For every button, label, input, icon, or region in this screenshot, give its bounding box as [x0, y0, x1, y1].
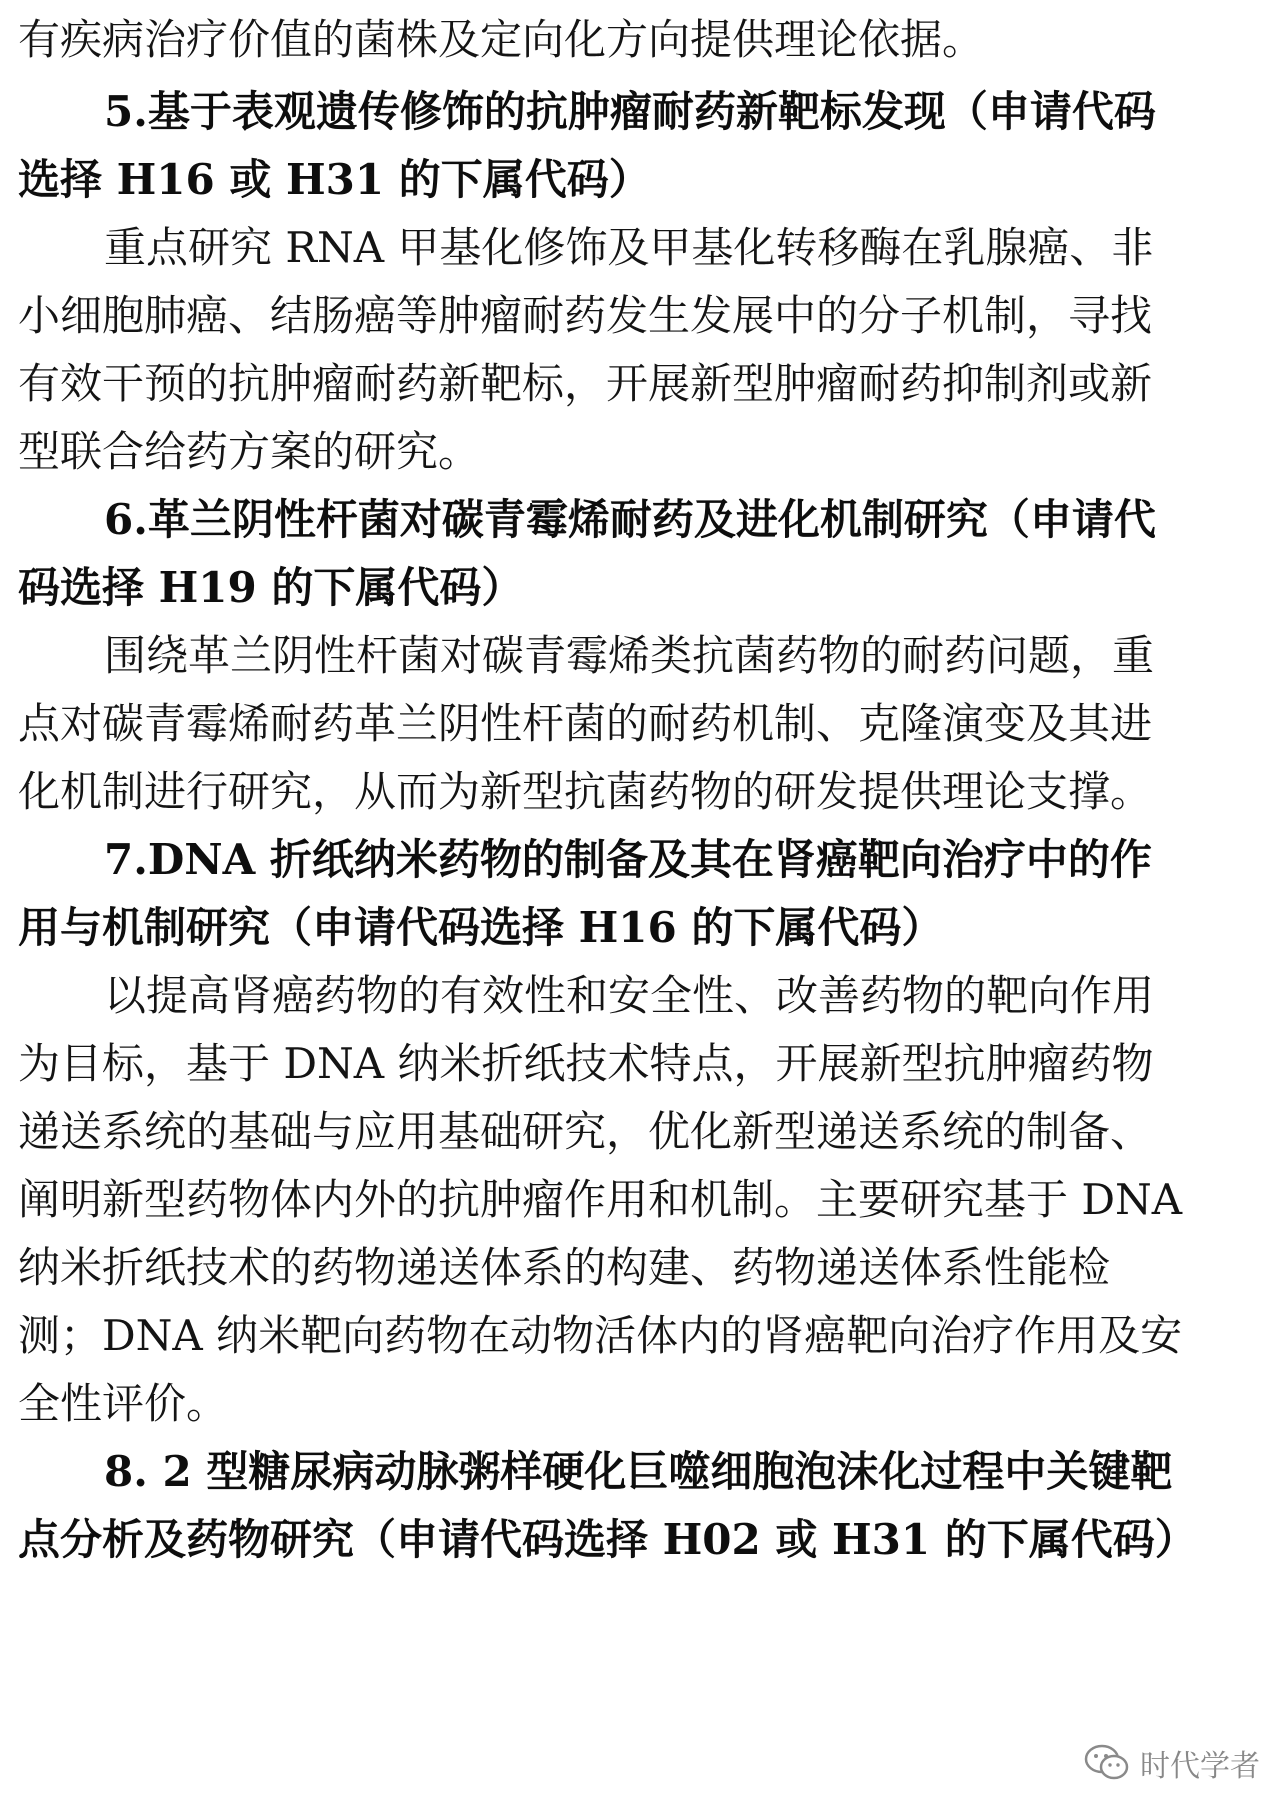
body-text-line: 化机制进行研究，从而为新型抗菌药物的研发提供理论支撑。: [18, 767, 1153, 816]
body-text-line: 阐明新型药物体内外的抗肿瘤作用和机制。主要研究基于 DNA: [18, 1175, 1183, 1224]
body-text-line: 全性评价。: [18, 1379, 229, 1428]
body-text-line: 重点研究 RNA 甲基化修饰及甲基化转移酶在乳腺癌、非: [104, 223, 1154, 272]
body-text-line: 测；DNA 纳米靶向药物在动物活体内的肾癌靶向治疗作用及安: [18, 1311, 1183, 1360]
body-text-line: 以提高肾癌药物的有效性和安全性、改善药物的靶向作用: [104, 971, 1155, 1020]
body-text-line: 递送系统的基础与应用基础研究，优化新型递送系统的制备、: [18, 1107, 1153, 1156]
section-heading-7-cont: 用与机制研究（申请代码选择 H16 的下属代码）: [18, 903, 944, 952]
body-text-line: 点对碳青霉烯耐药革兰阴性杆菌的耐药机制、克隆演变及其进: [18, 699, 1153, 748]
section-heading-8: 8. 2 型糖尿病动脉粥样硬化巨噬细胞泡沫化过程中关键靶: [104, 1447, 1173, 1496]
section-heading-5-cont: 选择 H16 或 H31 的下属代码）: [18, 155, 651, 204]
watermark: [1084, 1736, 1260, 1790]
section-heading-5: 5.基于表观遗传修饰的抗肿瘤耐药新靶标发现（申请代码: [104, 87, 1156, 136]
body-text-line: 型联合给药方案的研究。: [18, 427, 481, 476]
wechat-icon: [1084, 1743, 1130, 1783]
watermark-text: 时代学者: [1140, 1749, 1260, 1784]
body-text-line: 为目标，基于 DNA 纳米折纸技术特点，开展新型抗肿瘤药物: [18, 1039, 1154, 1088]
body-text-line: 小细胞肺癌、结肠癌等肿瘤耐药发生发展中的分子机制，寻找: [18, 291, 1153, 340]
body-text-line: 围绕革兰阴性杆菌对碳青霉烯类抗菌药物的耐药问题，重: [104, 631, 1155, 680]
section-heading-8-cont: 点分析及药物研究（申请代码选择 H02 或 H31 的下属代码）: [18, 1515, 1197, 1564]
section-heading-6-cont: 码选择 H19 的下属代码）: [18, 563, 524, 612]
section-heading-6: 6.革兰阴性杆菌对碳青霉烯耐药及进化机制研究（申请代: [104, 495, 1156, 544]
body-text-line: 有效干预的抗肿瘤耐药新靶标，开展新型肿瘤耐药抑制剂或新: [18, 359, 1153, 408]
body-text-line: 纳米折纸技术的药物递送体系的构建、药物递送体系性能检: [18, 1243, 1111, 1292]
body-text-line: 有疾病治疗价值的菌株及定向化方向提供理论依据。: [18, 15, 985, 64]
section-heading-7: 7.DNA 折纸纳米药物的制备及其在肾癌靶向治疗中的作: [104, 835, 1152, 884]
